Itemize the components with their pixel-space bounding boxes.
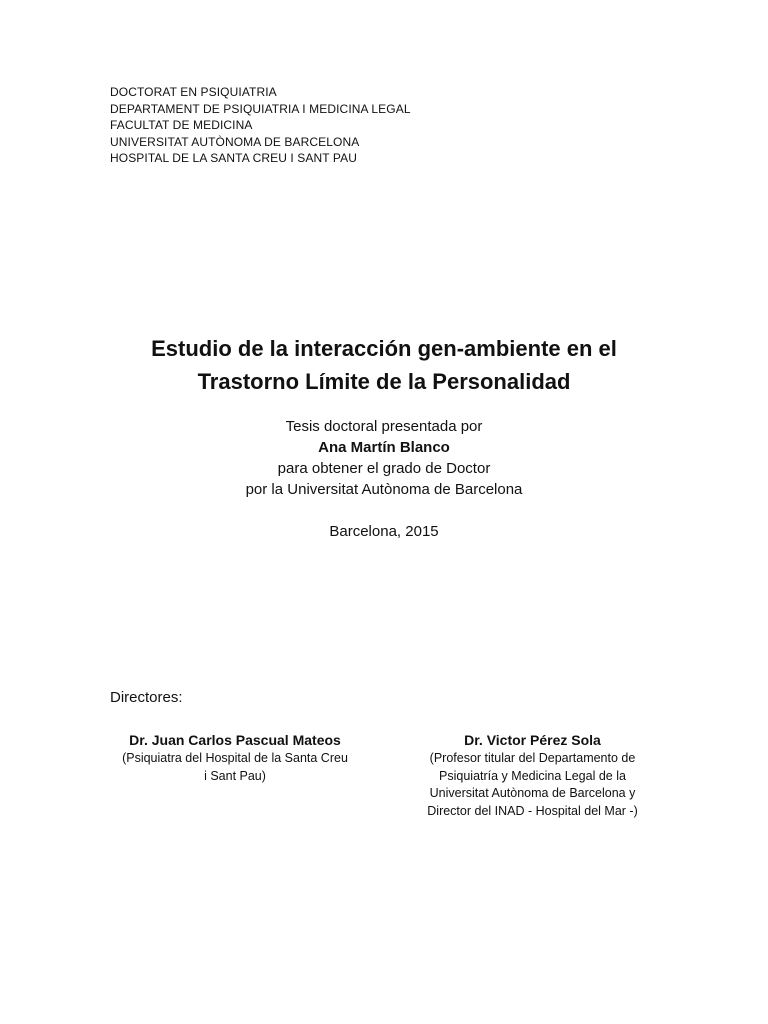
director-left [100,730,370,785]
program-line: DOCTORAT EN PSIQUIATRIA [110,85,277,99]
affiliation-line: Psiquiatría y Medicina Legal de la [439,768,626,783]
title-line-2: Trastorno Límite de la Personalidad [197,369,571,394]
presented-by: Tesis doctoral presentada por [285,418,483,435]
degree-line: para obtener el grado de Doctor [277,460,491,477]
thesis-title [0,332,768,398]
place-date: Barcelona, 2015 [329,523,439,540]
author-name: Ana Martín Blanco [318,439,450,456]
directors-label: Directores: [110,689,183,706]
affiliation-line: (Psiquiatra del Hospital de la Santa Creu [122,751,348,765]
university-line: UNIVERSITAT AUTÒNOMA DE BARCELONA [110,134,360,149]
affiliation-line: (Profesor titular del Departamento de [429,751,636,765]
institution-header [110,84,411,167]
director-right-name: Dr. Victor Pérez Sola [464,732,601,748]
affiliation-line: Director del INAD - Hospital del Mar -) [427,803,638,818]
faculty-line: FACULTAT DE MEDICINA [110,118,253,132]
director-right [400,730,665,820]
director-right-affiliation [400,750,665,820]
title-line-1: Estudio de la interacción gen-ambiente en el [151,336,617,361]
director-left-name: Dr. Juan Carlos Pascual Mateos [129,732,341,748]
hospital-line: HOSPITAL DE LA SANTA CREU I SANT PAU [110,151,357,165]
affiliation-line: i Sant Pau) [204,768,266,783]
affiliation-line: Universitat Autònoma de Barcelona y [429,786,636,800]
department-line: DEPARTAMENT DE PSIQUIATRIA I MEDICINA LEGAL [110,101,411,116]
presentation-block [0,416,768,500]
university-degree-line: por la Universitat Autònoma de Barcelona [245,481,523,498]
director-left-affiliation [100,750,370,785]
